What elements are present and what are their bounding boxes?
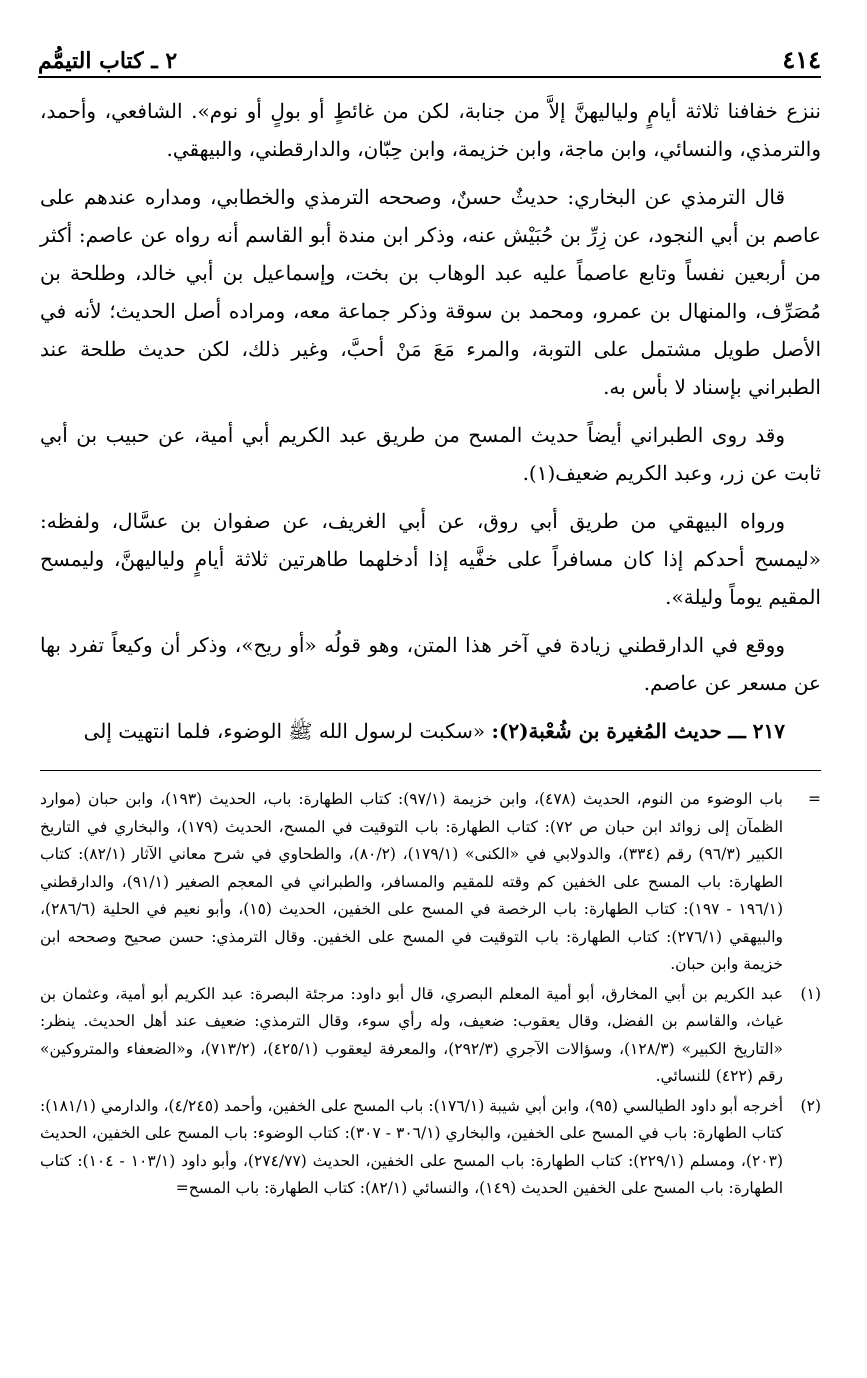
paragraph: وقد روى الطبراني أيضاً حديث المسح من طريق عبد الكريم أبي أمية، عن حبيب بن أبي ثابت عن زر، وعبد الكريم ضعيف(١). [40,423,821,485]
chapter-title: ٢ ـ كتاب التيمُّم [38,48,178,74]
page-number: ٤١٤ [782,45,821,74]
hadith-text: «سكبت لرسول الله ﷺ الوضوء، فلما انتهيت إلى [83,719,486,743]
running-header [38,34,821,78]
paragraph: ننزع خفافنا ثلاثة أيامٍ ولياليهنَّ إلاَّ من جنابة، لكن من غائطٍ أو بولٍ أو نوم». الشافعي، وأحمد، والترمذي، والنسائي، وابن ماجة، وابن خزيمة، وابن حِبّان، والدارقطني، والبيهقي. [40,99,821,161]
footnote [40,786,821,979]
footnote [40,981,821,1091]
paragraph: قال الترمذي عن البخاري: حديثٌ حسنٌ، وصححه الترمذي والخطابي، ومداره عندهم على عاصم بن أبي النجود، عن زِرِّ بن حُبَيْش عنه، وذكر ابن مندة أبو القاسم أنه رواه عن عاصم: أكثر من أربعين نفساً وتابع عاصماً عليه عبد الوهاب بن بخت، وإسماعيل بن أبي خالد، وطلحة بن مُصَرِّف، والمنهال بن عمرو، ومحمد بن سوقة وذكر جماعة معه، ومراده أصل الحديث؛ لأنه في الأصل طويل مشتمل على التوبة، والمرء مَعَ مَنْ أحبَّ، وغير ذلك، لكن حديث طلحة عند الطبراني بإسناد لا بأس به. [40,185,821,399]
footnote-text: عبد الكريم بن أبي المخارق، أبو أمية المعلم البصري، قال أبو داود: مرجئة البصرة: عبد الكريم أبو أمية، وعثمان بن غياث، والقاسم بن الفضل، وقال يعقوب: ضعيف، وله رأي سوء، وقال الترمذي: ضعيف عند أهل الحديث. ينظر: «التاريخ الكبير» (١٢٨/٣)، وسؤالات الآجري (٢٩٢/٣)، والمعرفة ليعقوب (٤٢٥/١)، (٧١٣/٢)، و«الضعفاء والمتروكين» رقم (٤٢٢) للنسائي. [40,984,784,1085]
footnote-marker: (١) [800,984,821,1003]
hadith-entry [40,712,821,750]
hadith-title: حديث المُغيرة بن شُعْبة(٢): [491,719,722,743]
paragraph: ووقع في الدارقطني زيادة في آخر هذا المتن، وهو قولُه «أو ريح»، وذكر أن وكيعاً تفرد بها عن مسعر عن عاصم. [40,633,821,695]
paragraph: ورواه البيهقي من طريق أبي روق، عن أبي الغريف، عن صفوان بن عسَّال، ولفظه: «ليمسح أحدكم إذا كان مسافراً على خفَّيه إذا أدخلهما طاهرتين ثلاثة أيامٍ ولياليهنَّ، وليمسح المقيم يوماً وليلة». [40,509,821,609]
footnote [40,1093,821,1203]
footnotes [40,786,821,1205]
footnote-divider [40,770,821,771]
footnote-text: أخرجه أبو داود الطيالسي (٩٥)، وابن أبي شيبة (١٧٦/١): باب المسح على الخفين، وأحمد (٤/٢٤٥)، والدارمي (١٨١/١): كتاب الطهارة: باب في المسح على الخفين، والبخاري (٣٠٦/١ - ٣٠٧): كتاب الوضوء: باب المسح على الخفين، الحديث (٢٠٣)، ومسلم (٢٢٩/١): كتاب الطهارة: باب المسح على الخفين، الحديث (٢٧٤/٧٧)، وأبو داود (١٠٣/١ - ١٠٤): كتاب الطهارة: باب المسح على الخفين الحديث (١٤٩)، والنسائي (٨٢/١): كتاب الطهارة: باب المسح= [40,1096,784,1197]
footnote-text: باب الوضوء من النوم، الحديث (٤٧٨)، وابن خزيمة (٩٧/١): كتاب الطهارة: باب، الحديث (١٩٣)، وابن حبان (موارد الظمآن إلى زوائد ابن حبان ص ٧٢): كتاب الطهارة: باب التوقيت في المسح، الحديث (١٧٩)، والبخاري في التاريخ الكبير (٩٦/٣) رقم (٣٣٤)، والدولابي في «الكنى» (١٧٩/١)، (٨٠/٢)، والطحاوي في شرح معاني الآثار (٨٢/١): كتاب الطهارة: باب المسح على الخفين كم وقته للمقيم والمسافر، والطبراني في المعجم الصغير (٩١/١)، والدارقطني (١٩٦/١ - ١٩٧): كتاب الطهارة: باب الرخصة في المسح على الخفين، الحديث (١٥)، وأبو نعيم في الحلية (٢٨٦/٦)، والبيهقي (٢٧٦/١): كتاب الطهارة: باب التوقيت في المسح على الخفين. وقال الترمذي: حسن صحيح وصححه ابن خزيمة وابن حبان. [40,790,784,973]
hadith-number: ٢١٧ ـــ [728,719,785,743]
footnote-marker: (٢) [800,1096,821,1115]
footnote-marker: = [808,790,821,808]
main-text [40,92,821,760]
